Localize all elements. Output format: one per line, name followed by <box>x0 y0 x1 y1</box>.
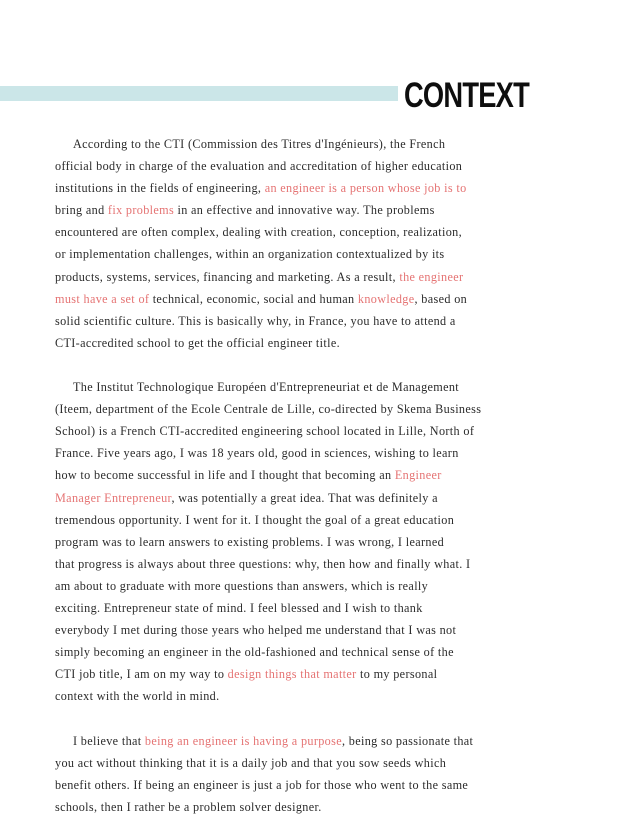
text-segment: solid scientific culture. This is basically why, in France, you have to attend a <box>55 313 456 328</box>
paragraph-1 <box>55 133 575 354</box>
highlighted-phrase: design things that matter <box>227 667 357 682</box>
text-line <box>55 531 575 553</box>
text-line <box>55 487 575 509</box>
text-line <box>55 752 575 774</box>
text-segment: The Institut Technologique Européen d'Entrepreneuriat et de Management <box>73 380 460 395</box>
text-segment: how to become successful in life and I thought that becoming an <box>55 468 395 483</box>
text-segment: program was to learn answers to existing problems. I was wrong, I learned <box>55 534 445 549</box>
text-line <box>55 310 575 332</box>
text-segment: everybody I met during those years who helped me understand that I was not <box>55 623 457 638</box>
text-segment: schools, then I rather be a problem solver designer. <box>55 799 322 814</box>
highlighted-phrase: fix problems <box>107 203 175 218</box>
text-line <box>55 509 575 531</box>
text-segment: encountered are often complex, dealing with creation, conception, realization, <box>55 225 462 240</box>
text-line <box>55 619 575 641</box>
text-line <box>55 464 575 486</box>
text-segment: products, systems, services, financing and marketing. As a result, <box>55 269 400 284</box>
text-segment: to my personal <box>356 667 438 682</box>
text-line <box>55 398 575 420</box>
text-line <box>55 266 575 288</box>
text-line <box>55 155 575 177</box>
text-segment: According to the CTI (Commission des Titres d'Ingénieurs), the French <box>73 137 446 151</box>
text-line <box>55 177 575 199</box>
text-segment: or implementation challenges, within an organization contextualized by its <box>55 247 445 262</box>
text-segment: (Iteem, department of the Ecole Centrale de Lille, co-directed by Skema Business <box>55 402 482 417</box>
text-segment: , was potentially a great idea. That was definitely a <box>171 490 438 505</box>
text-line <box>55 442 575 464</box>
text-segment: benefit others. If being an engineer is just a job for those who went to the same <box>55 777 469 792</box>
paragraph-3 <box>55 730 575 818</box>
paragraph-2 <box>55 376 575 707</box>
text-segment: institutions in the fields of engineering, <box>55 181 265 196</box>
text-line <box>55 641 575 663</box>
text-line <box>55 575 575 597</box>
text-line <box>55 597 575 619</box>
text-line <box>55 774 575 796</box>
text-segment: School) is a French CTI-accredited engineering school located in Lille, North of <box>55 424 475 439</box>
highlighted-phrase: the engineer <box>399 269 464 284</box>
text-line <box>55 243 575 265</box>
text-line <box>55 685 575 707</box>
text-segment: simply becoming an engineer in the old-fashioned and technical sense of the <box>55 645 454 660</box>
text-segment: , being so passionate that <box>341 733 474 748</box>
highlighted-phrase: knowledge <box>357 291 415 306</box>
text-line <box>55 796 575 818</box>
page-title: CONTEXT <box>404 76 529 115</box>
text-segment: bring and <box>55 203 108 218</box>
text-line <box>55 420 575 442</box>
text-segment: I believe that <box>73 733 145 748</box>
text-segment: France. Five years ago, I was 18 years old, good in sciences, wishing to learn <box>55 446 459 461</box>
text-line <box>55 376 575 398</box>
text-segment: CTI job title, I am on my way to <box>55 667 228 682</box>
text-line <box>55 663 575 685</box>
text-line <box>55 553 575 575</box>
body-text <box>55 133 575 840</box>
text-segment: in an effective and innovative way. The problems <box>174 203 435 218</box>
text-segment: tremendous opportunity. I went for it. I thought the goal of a great education <box>55 512 455 527</box>
text-segment: context with the world in mind. <box>55 689 220 704</box>
highlighted-phrase: an engineer is a person whose job is to <box>264 181 467 196</box>
accent-bar <box>0 86 398 101</box>
text-line <box>55 199 575 221</box>
text-segment: exciting. Entrepreneur state of mind. I feel blessed and I wish to thank <box>55 600 423 615</box>
text-segment: official body in charge of the evaluation and accreditation of higher education <box>55 159 463 174</box>
text-segment: CTI-accredited school to get the official engineer title. <box>55 335 341 350</box>
text-line <box>55 332 575 354</box>
highlighted-phrase: Engineer <box>394 468 442 483</box>
text-segment: am about to graduate with more questions than answers, which is really <box>55 578 429 593</box>
highlighted-phrase: Manager Entrepreneur <box>55 490 172 505</box>
highlighted-phrase: being an engineer is having a purpose <box>144 733 342 748</box>
text-line <box>55 221 575 243</box>
text-line <box>55 133 575 155</box>
text-segment: that progress is always about three questions: why, then how and finally what. I <box>55 556 471 571</box>
text-line <box>55 288 575 310</box>
text-segment: you act without thinking that it is a daily job and that you sow seeds which <box>55 755 447 770</box>
text-line <box>55 730 575 752</box>
highlighted-phrase: must have a set of <box>55 291 150 306</box>
text-segment: , based on <box>414 291 468 306</box>
text-segment: technical, economic, social and human <box>149 291 358 306</box>
